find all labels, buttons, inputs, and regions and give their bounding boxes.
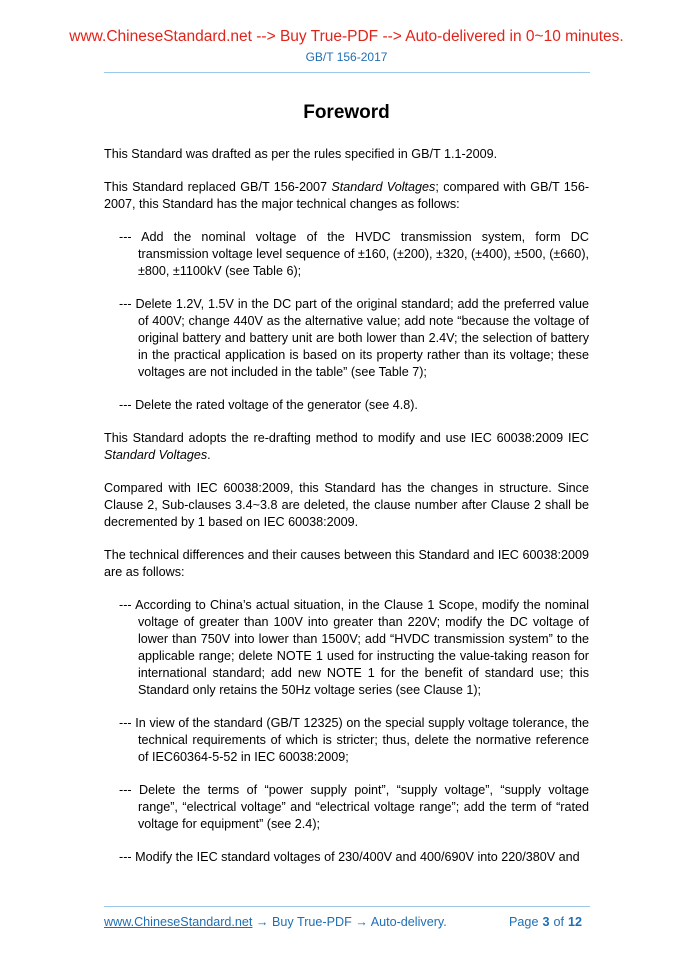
text: This Standard adopts the re-drafting method to modify and use IEC 60038:2009 IEC bbox=[104, 431, 589, 445]
page-number: 3 bbox=[542, 915, 550, 929]
page-total: 12 bbox=[567, 915, 582, 929]
text: ; compared with GB/T 156-2007, this Standard has the major technical changes as follows: bbox=[104, 180, 590, 211]
italic-title: Standard Voltages bbox=[331, 180, 436, 194]
text: . bbox=[207, 448, 211, 462]
paragraph: This Standard was drafted as per the rules specified in GB/T 1.1-2009. bbox=[104, 147, 498, 161]
paragraph: The technical differences and their causes between this Standard and IEC 60038:2009 are as follows: bbox=[104, 548, 589, 579]
bullet-item: --- In view of the standard (GB/T 12325) on the special supply voltage tolerance, the technical requirements of which is stricter; thus, delete the normative reference of IEC60364-5-52 in IEC 60038:2009; bbox=[119, 716, 589, 764]
bullet-item: --- Add the nominal voltage of the HVDC transmission system, form DC transmission voltage level sequence of ±160, (±200), ±320, (±400), ±500, (±660), ±800, ±1100kV (see Table 6); bbox=[119, 230, 590, 278]
document-body bbox=[104, 146, 589, 882]
italic-title: Standard Voltages bbox=[104, 448, 208, 462]
footer-divider bbox=[104, 906, 590, 907]
paragraph bbox=[104, 430, 589, 464]
of-label: of bbox=[553, 915, 564, 929]
footer-text: → Buy True-PDF → Auto-delivery. bbox=[252, 915, 447, 929]
promo-banner[interactable]: www.ChineseStandard.net --> Buy True-PDF --> Auto-delivered in 0~10 minutes. bbox=[69, 28, 624, 45]
text: This Standard replaced GB/T 156-2007 bbox=[104, 180, 332, 194]
paragraph: Compared with IEC 60038:2009, this Standard has the changes in structure. Since Clause 2, Sub-clauses 3.4~3.8 are deleted, the clause number after Clause 2 shall be decremented by 1 based on IEC 60038:2009. bbox=[104, 481, 589, 529]
header-divider bbox=[104, 72, 590, 73]
page-indicator bbox=[509, 915, 586, 929]
bullet-item: --- Delete the rated voltage of the generator (see 4.8). bbox=[119, 398, 418, 412]
page-label: Page bbox=[509, 915, 539, 929]
footer bbox=[104, 915, 586, 929]
bullet-item: --- Modify the IEC standard voltages of 230/400V and 400/690V into 220/380V and bbox=[119, 850, 580, 864]
footer-link[interactable]: www.ChineseStandard.net bbox=[104, 915, 253, 929]
paragraph bbox=[104, 179, 589, 213]
bullet-item: --- Delete 1.2V, 1.5V in the DC part of the original standard; add the preferred value of 400V; change 440V as the alternative value; add note “because the voltage of original battery and battery unit are both lower than 2.4V; the selection of battery in the practical application is based on its property rather than its voltage; these voltages are not included in the table” (see Table 7); bbox=[119, 297, 589, 379]
page-title: Foreword bbox=[303, 102, 390, 123]
document-code: GB/T 156-2017 bbox=[305, 50, 388, 64]
bullet-item: --- Delete the terms of “power supply point”, “supply voltage”, “supply voltage range”, “electrical voltage” and “electrical voltage range”; add the term of “rated voltage for equipment” (see 2.4); bbox=[119, 783, 589, 831]
bullet-item: --- According to China’s actual situation, in the Clause 1 Scope, modify the nominal voltage of greater than 100V into greater than 220V; modify the DC voltage of lower than 750V into lower than 1500V; add “HVDC transmission system” to the applicable range; delete NOTE 1 used for instructing the value-taking reason for international standard; add new NOTE 1 for the benefit of standard use; this Standard only retains the 50Hz voltage series (see Clause 1); bbox=[119, 598, 589, 697]
